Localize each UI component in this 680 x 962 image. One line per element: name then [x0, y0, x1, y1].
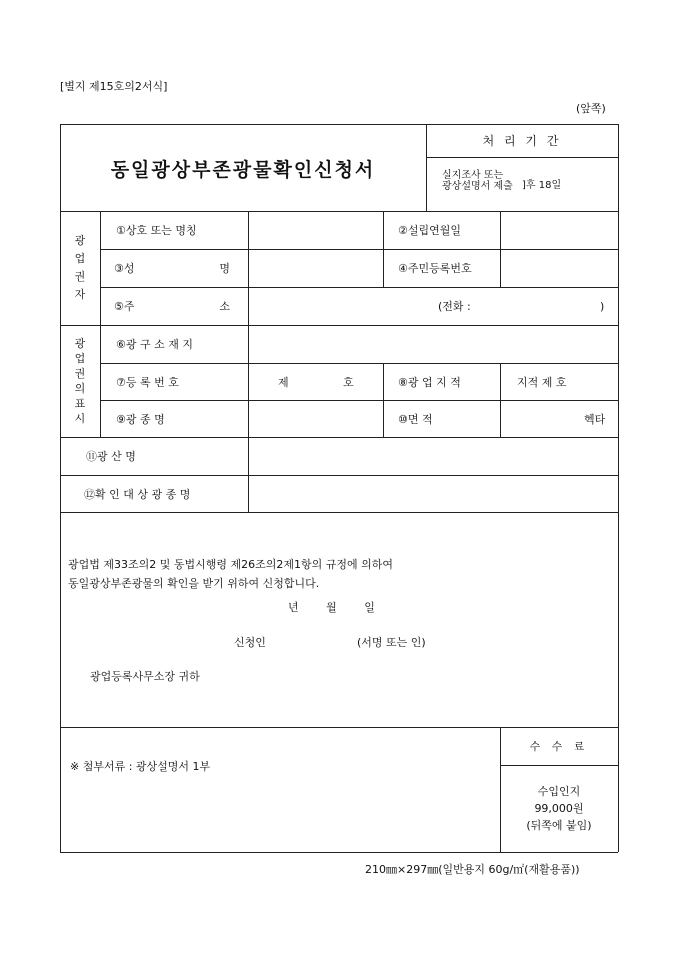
label-company-name: ①상호 또는 명칭 [116, 224, 197, 237]
registration-je: 제 [278, 375, 289, 389]
phone-label: (전화 : [438, 300, 471, 313]
phone-close: ) [600, 299, 605, 313]
attachments-note: ※ 첨부서류 : 광상설명서 1부 [70, 760, 211, 773]
signature-label: (서명 또는 인) [357, 636, 426, 649]
form-title: 동일광상부존광물확인신청서 [110, 158, 376, 181]
mineral-name-field[interactable] [248, 400, 383, 437]
mine-location-field[interactable] [248, 325, 618, 363]
company-name-field[interactable] [248, 211, 383, 249]
cadastre-number: 지적 제 호 [517, 375, 567, 389]
processing-period-header: 처 리 기 간 [482, 134, 562, 148]
label-mining-cadastre: ⑧광 업 지 적 [398, 375, 461, 389]
resident-number-field[interactable] [500, 249, 618, 287]
section-rights-holder: 광 업 권 자 [74, 234, 86, 301]
establishment-date-field[interactable] [500, 211, 618, 249]
label-establishment-date: ②설립연월일 [398, 224, 461, 237]
processing-condition: 실지조사 또는 광상설명서 제출 [442, 170, 513, 192]
target-mineral-field[interactable] [248, 475, 618, 512]
label-resident-number: ④주민등록번호 [398, 262, 472, 275]
fee-header: 수 수 료 [529, 740, 589, 753]
front-side-label: (앞쪽) [576, 102, 606, 115]
label-mine-name: ⑪광 산 명 [86, 450, 136, 463]
address-field[interactable] [248, 287, 618, 325]
fee-detail: 수입인지 99,000원 (뒤쪽에 붙임) [526, 785, 592, 832]
area-unit: 헥타 [584, 412, 606, 426]
applicant-label: 신청인 [234, 636, 266, 649]
paper-spec-footer: 210㎜×297㎜(일반용지 60g/㎡(재활용품)) [365, 863, 580, 876]
label-address: ⑤주 소 [114, 300, 230, 313]
label-area: ⑩면 적 [398, 412, 433, 426]
mine-name-field[interactable] [248, 437, 618, 475]
form-number-label: [별지 제15호의2서식] [60, 80, 168, 93]
registration-ho: 호 [343, 375, 354, 389]
name-field[interactable] [248, 249, 383, 287]
statement-line-1: 광업법 제33조의2 및 동법시행령 제26조의2제1항의 규정에 의하여 [68, 558, 393, 571]
statement-line-2: 동일광상부존광물의 확인을 받기 위하여 신청합니다. [68, 577, 320, 590]
label-mineral-name: ⑨광 종 명 [116, 412, 165, 426]
label-target-mineral: ⑫확 인 대 상 광 종 명 [84, 487, 191, 501]
label-name: ③성 명 [114, 262, 230, 275]
label-mine-location: ⑥광 구 소 재 지 [116, 338, 193, 351]
addressee: 광업등록사무소장 귀하 [90, 670, 200, 683]
date-line: 년 월 일 [288, 601, 375, 614]
label-registration-number: ⑦등 록 번 호 [116, 375, 179, 389]
section-mining-right: 광 업 권 의 표 시 [74, 337, 86, 425]
processing-days: ]후 18일 [522, 180, 562, 191]
